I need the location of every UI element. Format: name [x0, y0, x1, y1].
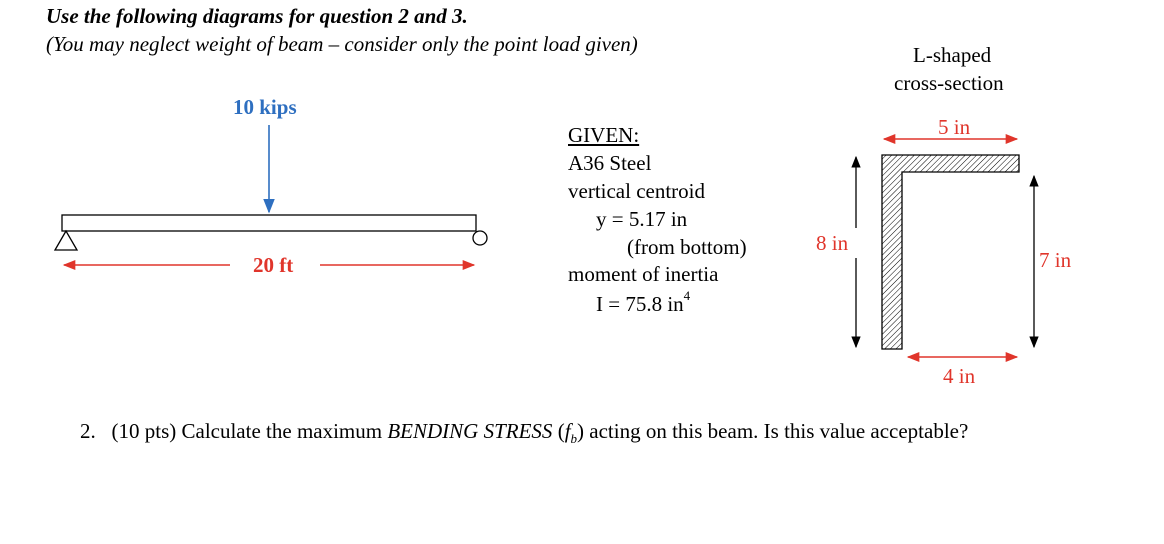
l-section-shape — [882, 155, 1019, 349]
pin-support-icon — [55, 231, 77, 250]
right-height-label: 7 in — [1039, 248, 1072, 272]
given-heading: GIVEN: — [568, 123, 640, 147]
given-centroid-value: y = 5.17 in — [596, 207, 688, 231]
section-title-line1: L-shaped — [913, 43, 992, 67]
given-inertia-value: I = 75.8 $in^4$ — [596, 288, 691, 316]
given-centroid-label: vertical centroid — [568, 179, 706, 203]
question-number: 2. — [80, 419, 96, 443]
question-2: 2. (10 pts) Calculate the maximum BENDING STRESS $(f_b)$ acting on this beam. Is this value acceptable? — [80, 419, 969, 447]
roller-support-icon — [473, 231, 487, 245]
bottom-width-label: 4 in — [943, 364, 976, 388]
span-label: 20 ft — [253, 253, 294, 277]
left-height-label: 8 in — [816, 231, 849, 255]
given-material: A36 Steel — [568, 151, 652, 175]
top-width-label: 5 in — [938, 115, 971, 139]
section-title-line2: cross-section — [894, 71, 1004, 95]
page-note: (You may neglect weight of beam – consider only the point load given) — [46, 32, 638, 56]
load-label: 10 kips — [233, 95, 297, 119]
beam — [62, 215, 476, 231]
page-heading: Use the following diagrams for question 2 and 3. — [46, 4, 468, 28]
given-centroid-ref: (from bottom) — [627, 235, 747, 259]
given-inertia-label: moment of inertia — [568, 262, 719, 286]
